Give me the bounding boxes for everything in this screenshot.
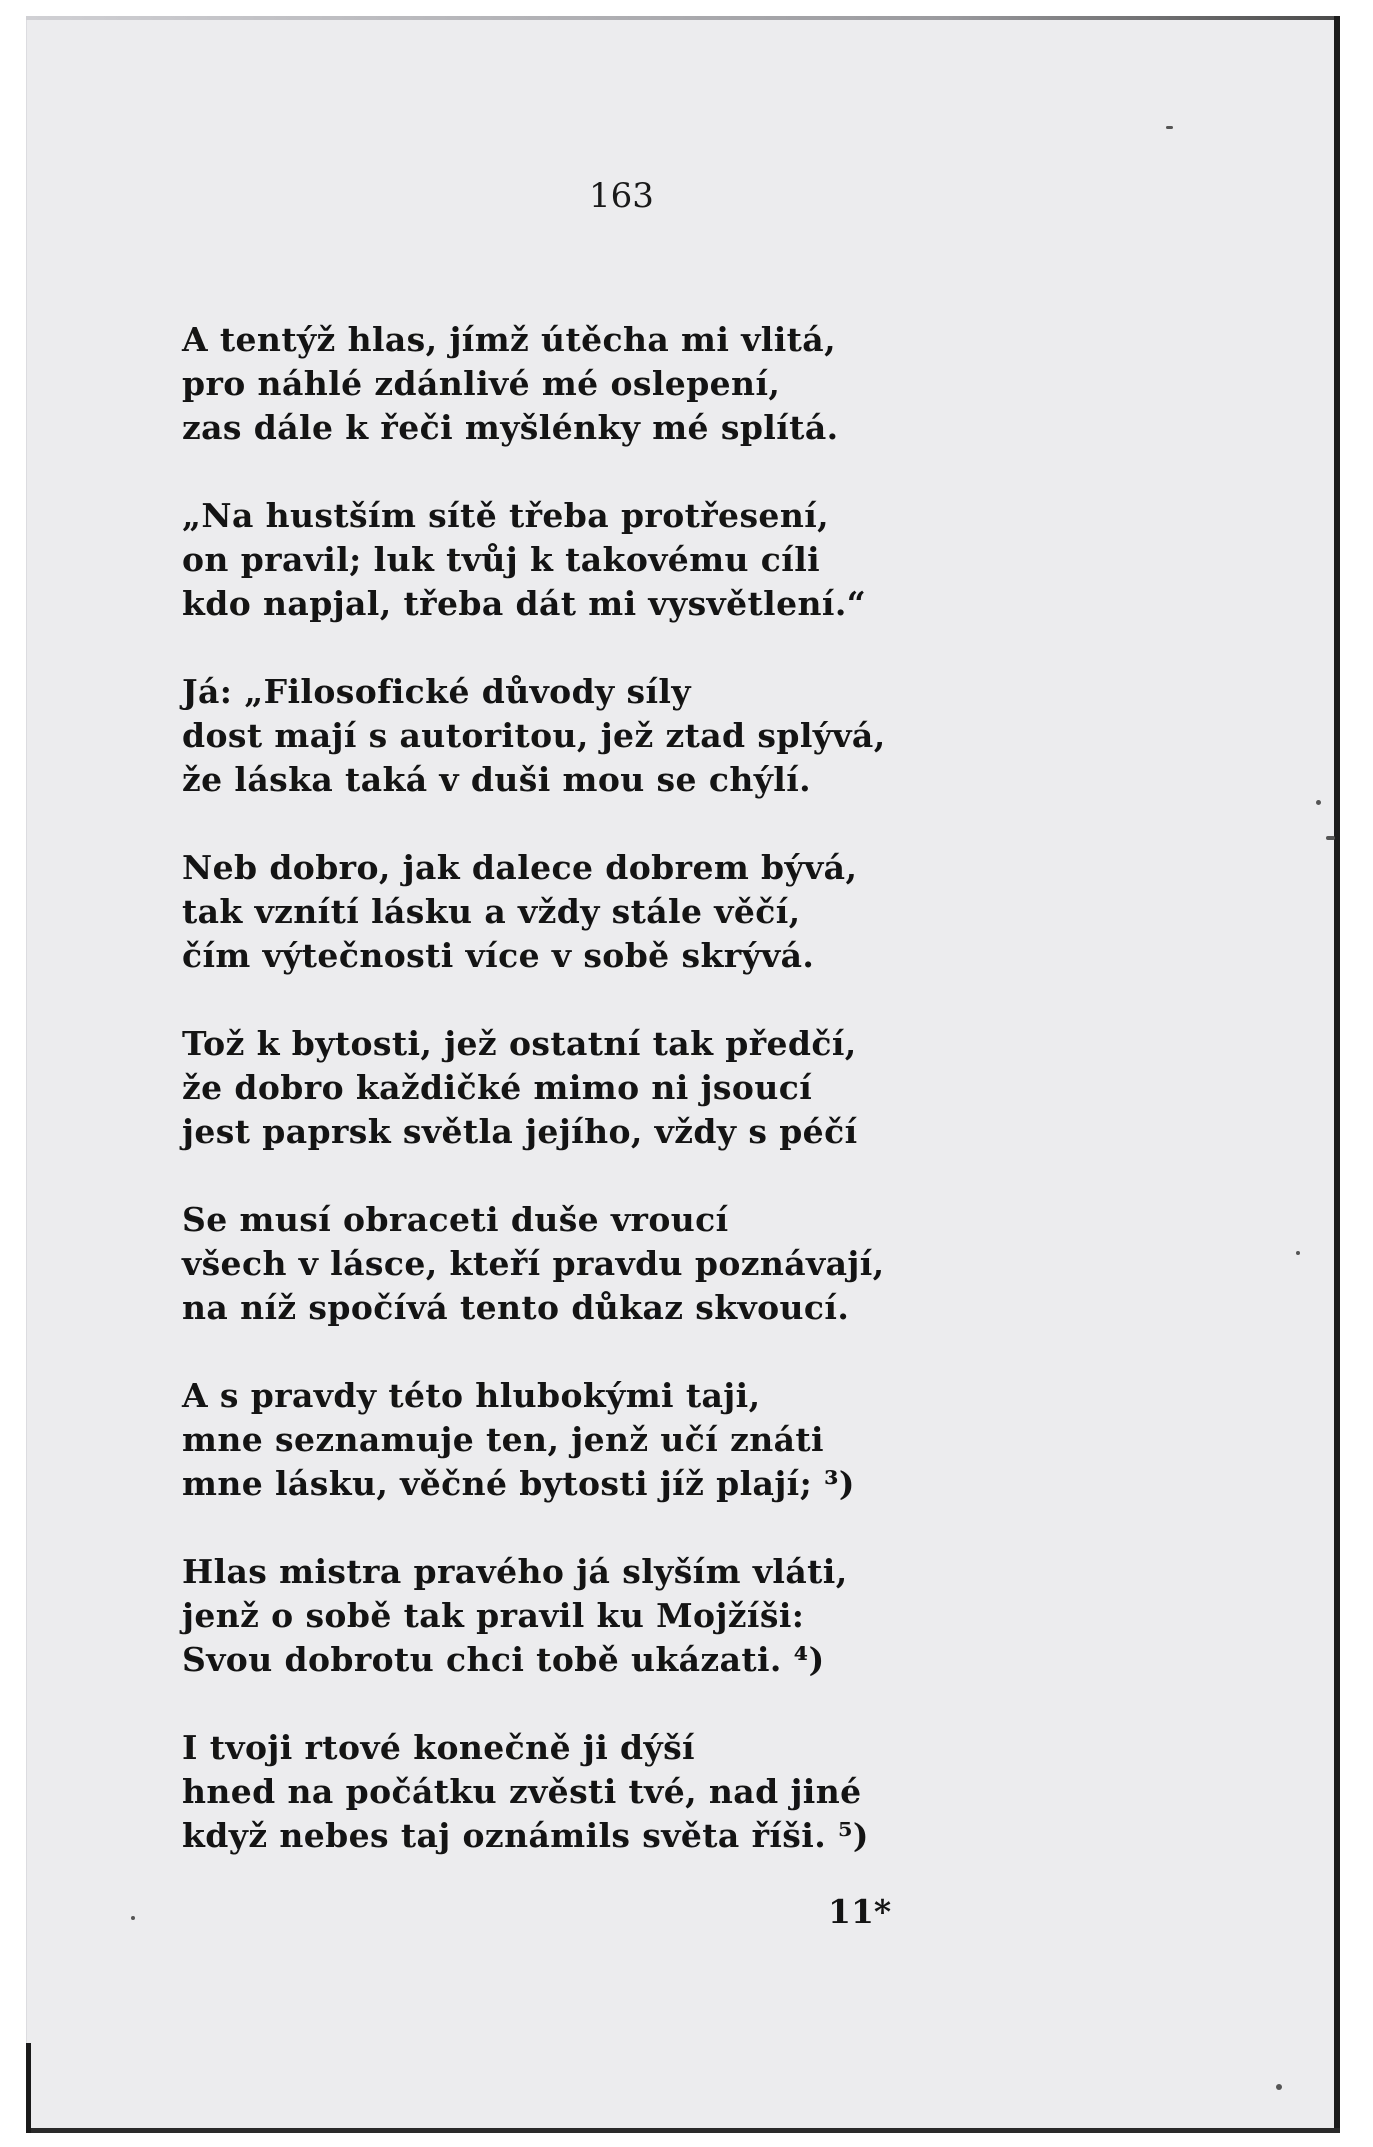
- verse-line: na níž spočívá tento důkaz skvoucí.: [182, 1288, 850, 1327]
- stanza: [182, 318, 1182, 450]
- stanza: [182, 846, 1182, 978]
- verse-line: A tentýž hlas, jímž útěcha mi vlitá,: [182, 320, 836, 359]
- page-bottom-edge: [26, 2128, 1340, 2133]
- stanza: [182, 1726, 1182, 1858]
- verse-line: dost mají s autoritou, jež ztad splývá,: [182, 716, 886, 755]
- verse-line: Svou dobrotu chci tobě ukázati. ⁴): [182, 1640, 825, 1679]
- verse-line: I tvoji rtové konečně ji dýší: [182, 1728, 695, 1767]
- stanza: [182, 1374, 1182, 1506]
- verse-line: „Na hustším sítě třeba protřesení,: [182, 496, 830, 535]
- scan-speck: [1296, 1251, 1300, 1255]
- verse-line: on pravil; luk tvůj k takovému cíli: [182, 540, 821, 579]
- signature-mark: 11*: [828, 1892, 892, 1931]
- page-number: 163: [589, 176, 654, 216]
- verse-line: Já: „Filosofické důvody síly: [182, 672, 691, 711]
- stanza: [182, 494, 1182, 626]
- scan-speck: [1326, 836, 1335, 840]
- page-left-edge: [26, 2043, 31, 2133]
- verse-line: že láska taká v duši mou se chýlí.: [182, 760, 812, 799]
- verse-line: jenž o sobě tak pravil ku Mojžíši:: [182, 1596, 805, 1635]
- poem-text: [182, 318, 1182, 1902]
- stanza: [182, 1198, 1182, 1330]
- page-top-edge: [26, 16, 1340, 20]
- verse-line: Neb dobro, jak dalece dobrem bývá,: [182, 848, 858, 887]
- book-page: [26, 16, 1340, 2133]
- verse-line: tak vznítí lásku a vždy stále věčí,: [182, 892, 801, 931]
- scan-speck: [131, 1916, 135, 1920]
- verse-line: když nebes taj oznámils světa říši. ⁵): [182, 1816, 869, 1855]
- verse-line: čím výtečnosti více v sobě skrývá.: [182, 936, 815, 975]
- verse-line: pro náhlé zdánlivé mé oslepení,: [182, 364, 781, 403]
- scan-speck: [1166, 126, 1173, 129]
- page-right-edge: [1334, 16, 1340, 2133]
- verse-line: Hlas mistra pravého já slyším vláti,: [182, 1552, 848, 1591]
- verse-line: všech v lásce, kteří pravdu poznávají,: [182, 1244, 885, 1283]
- verse-line: Tož k bytosti, jež ostatní tak předčí,: [182, 1024, 857, 1063]
- verse-line: A s pravdy této hlubokými taji,: [182, 1376, 761, 1415]
- verse-line: mne lásku, věčné bytosti jíž plají; ³): [182, 1464, 855, 1503]
- verse-line: mne seznamuje ten, jenž učí znáti: [182, 1420, 824, 1459]
- scan-speck: [1276, 2084, 1282, 2090]
- verse-line: jest paprsk světla jejího, vždy s péčí: [182, 1112, 858, 1151]
- verse-line: hned na počátku zvěsti tvé, nad jiné: [182, 1772, 862, 1811]
- scan-speck: [1316, 800, 1321, 805]
- stanza: [182, 670, 1182, 802]
- verse-line: zas dále k řeči myšlénky mé splítá.: [182, 408, 839, 447]
- verse-line: Se musí obraceti duše vroucí: [182, 1200, 729, 1239]
- stanza: [182, 1022, 1182, 1154]
- verse-line: že dobro každičké mimo ni jsoucí: [182, 1068, 813, 1107]
- stanza: [182, 1550, 1182, 1682]
- verse-line: kdo napjal, třeba dát mi vysvětlení.“: [182, 584, 867, 623]
